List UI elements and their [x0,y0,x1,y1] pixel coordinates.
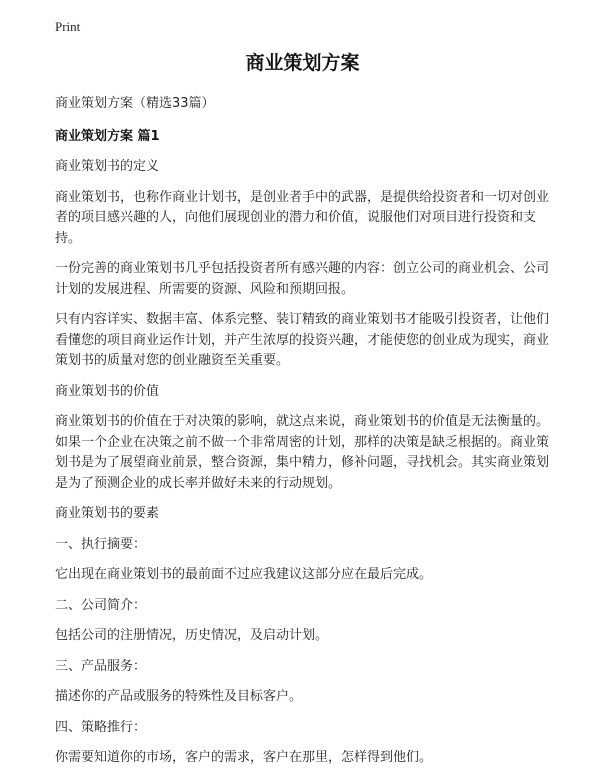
paragraph-value-heading: 商业策划书的价值 [55,383,160,399]
print-link[interactable]: Print [55,19,81,34]
page-title: 商业策划方案 [245,52,360,74]
paragraph-products: 描述你的产品或服务的特殊性及目标客户。 [55,689,303,704]
section-heading: 商业策划方案 篇1 [55,129,160,144]
document-subtitle: 商业策划方案（精选33篇） [55,96,215,111]
document-page [55,50,550,769]
paragraph-content: 一份完善的商业策划书几乎包括投资者所有感兴趣的内容：创立公司的商业机会、公司计划的发展进程、所需要的资源、风险和预期回报。 [55,261,550,297]
paragraph-products-heading: 三、产品服务： [55,658,147,674]
paragraph-definition: 商业策划书，也称作商业计划书，是创业者手中的武器，是提供给投资者和一切对创业者的项目感兴趣的人，向他们展现创业的潜力和价值，说服他们对项目进行投资和支持。 [55,189,550,246]
paragraph-strategy-heading: 四、策略推行： [55,719,147,735]
paragraph-quality: 只有内容详实、数据丰富、体系完整、装订精致的商业策划书才能吸引投资者，让他们看懂您的项目商业运作计划，并产生浓厚的投资兴趣，才能使您的创业成为现实，商业策划书的质量对您的创业融资至关重要。 [55,312,550,368]
paragraph-definition-heading: 商业策划书的定义 [55,159,160,174]
paragraph-value: 商业策划书的价值在于对决策的影响，就这点来说，商业策划书的价值是无法衡量的。如果一个企业在决策之前不做一个非常周密的计划，那样的决策是缺乏根据的。商业策划书是为了展望商业前景，整合资源，集中精力，修补问题，寻找机会。其实商业策划是为了预测企业的成长率并做好未来的行动规划。 [55,414,550,491]
paragraph-company-intro-heading: 二、公司简介： [55,597,147,613]
paragraph-company-intro: 包括公司的注册情况，历史情况，及启动计划。 [55,628,329,643]
paragraph-executive-summary-heading: 一、执行摘要： [55,536,147,552]
paragraph-executive-summary: 它出现在商业策划书的最前面不过应我建议这部分应在最后完成。 [55,567,433,582]
paragraph-strategy: 你需要知道你的市场，客户的需求，客户在那里，怎样得到他们。 [55,750,433,765]
paragraph-elements-heading: 商业策划书的要素 [55,506,160,521]
